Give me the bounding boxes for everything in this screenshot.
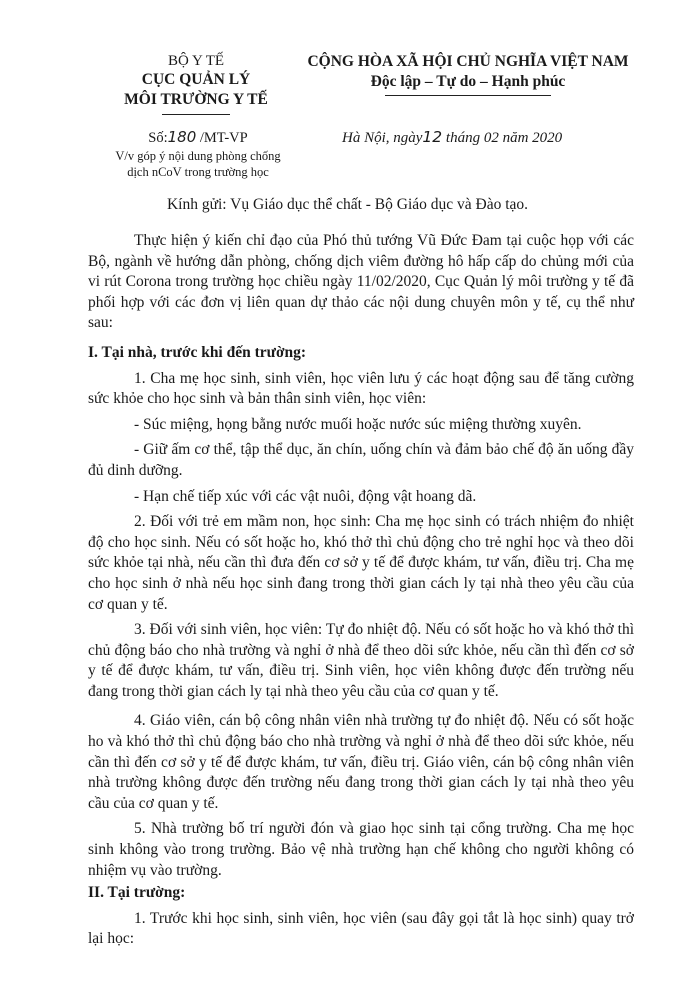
issuer-block (86, 52, 306, 115)
doc-number-prefix: Số: (148, 130, 168, 146)
section1-heading: I. Tại nhà, trước khi đến trường: (88, 343, 307, 361)
national-header (298, 52, 638, 96)
section2-heading: II. Tại trường: (88, 884, 186, 902)
intro-paragraph: Thực hiện ý kiến chỉ đạo của Phó thủ tướng Vũ Đức Đam tại cuộc họp với các Bộ, ngành về hướng dẫn phòng, chống dịch viêm đường hô hấp cấp do chủng mới của vi rút Corona trong trường học chiều ngày 11/02/2020, Cục Quản lý môi trường y tế đã phối hợp với các đơn vị liên quan dự thảo các nội dung chuyên môn y tế, cụ thể như sau: (88, 232, 634, 332)
date-place: Hà Nội, ngày (342, 130, 423, 146)
doc-number-handwritten: 180 (167, 128, 197, 146)
section2-item1: 1. Trước khi học sinh, sinh viên, học viên (sau đây gọi tắt là học sinh) quay trở lại học: (88, 909, 634, 948)
section1-item2: 2. Đối với trẻ em mầm non, học sinh: Cha mẹ học sinh có trách nhiệm đo nhiệt độ cho học sinh. Nếu có sốt hoặc ho, khó thở thì chủ động cho trẻ nghỉ học và theo dõi sức khỏe tại nhà, nếu cần thì đưa đến cơ sở y tế để được khám, tư vấn, điều trị. Cha mẹ cho học sinh ở nhà nếu học sinh đang trong thời gian cách ly tại nhà theo yêu cầu của cơ quan y tế. (88, 513, 634, 613)
recipient-greeting: Kính gửi: Vụ Giáo dục thể chất - Bộ Giáo dục và Đào tạo. (166, 196, 529, 213)
section1-item4: 4. Giáo viên, cán bộ công nhân viên nhà trường tự đo nhiệt độ. Nếu có sốt hoặc ho và khó thở thì chủ động báo cho nhà trường và nghỉ ở nhà để theo dõi sức khỏe, nếu cần thì đến cơ sở y tế để được khám, tư vấn, điều trị. Giáo viên, cán bộ công nhân viên nhà trường không được đến trường nếu đang trong thời gian cách ly tại nhà theo yêu cầu của cơ quan y tế. (88, 712, 634, 812)
subject-line2: dịch nCoV trong trường học (127, 165, 269, 179)
national-motto: Độc lập – Tự do – Hạnh phúc (370, 73, 566, 90)
motto-underline (385, 95, 551, 96)
doc-number-suffix: /MT-VP (196, 130, 248, 146)
subject-line1: V/v góp ý nội dung phòng chống (115, 149, 281, 163)
section1-item1: 1. Cha mẹ học sinh, sinh viên, học viên lưu ý các hoạt động sau để tăng cường sức khỏe cho học sinh và bản thân sinh viên, học viên: (88, 369, 634, 408)
issuer-underline (162, 114, 230, 115)
subject-line (88, 148, 308, 180)
ministry-name: BỘ Y TẾ (167, 53, 225, 69)
department-name-line1: CỤC QUẢN LÝ (141, 71, 251, 88)
department-name-line2: MÔI TRƯỜNG Y TẾ (124, 91, 268, 108)
document-number (88, 128, 308, 147)
section1-bullet3: - Hạn chế tiếp xúc với các vật nuôi, động vật hoang dã. (134, 487, 477, 505)
country-name: CỘNG HÒA XÃ HỘI CHỦ NGHĨA VIỆT NAM (307, 53, 629, 70)
section1-item3: 3. Đối với sinh viên, học viên: Tự đo nhiệt độ. Nếu có sốt hoặc ho và khó thở thì chủ động báo cho nhà trường và nghỉ ở nhà để theo dõi sức khỏe, nếu cần thì đến cơ sở y tế để được khám, tư vấn, điều trị. Sinh viên, học viên không được đến trường nếu đang trong thời gian cách ly tại nhà theo yêu cầu của cơ quan y tế. (88, 621, 634, 700)
section1-bullet2: - Giữ ấm cơ thể, tập thể dục, ăn chín, uống chín và đảm bảo chế độ ăn uống đầy đủ dinh dưỡng. (88, 441, 634, 479)
issue-date (342, 128, 642, 147)
section1-item5: 5. Nhà trường bố trí người đón và giao học sinh tại cổng trường. Cha mẹ học sinh không vào trong trường. Bảo vệ nhà trường hạn chế không cho người không có nhiệm vụ vào trường. (88, 820, 634, 879)
date-rest: tháng 02 năm 2020 (442, 130, 563, 146)
date-day-handwritten: 12 (422, 128, 443, 146)
section1-bullet1: - Súc miệng, họng bằng nước muối hoặc nước súc miệng thường xuyên. (134, 415, 582, 433)
document-body (88, 224, 634, 950)
